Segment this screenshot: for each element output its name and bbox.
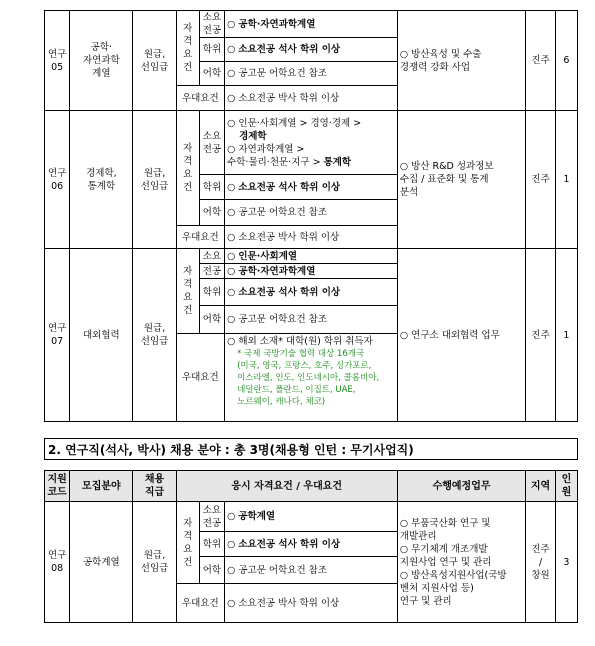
region-cell: 진주	[526, 11, 555, 111]
lang-label: 어학	[199, 200, 224, 226]
duty-item-1: ○ 부품국산화 연구 및 개발관리	[400, 517, 524, 543]
field-cell: 대외협력	[70, 249, 133, 422]
code-cell: 연구 07	[45, 249, 70, 422]
header-grade: 채용 직급	[133, 471, 176, 502]
recruit-table-lower	[44, 470, 578, 623]
major-path-b: ○ 자연과학계열 > 수학·물리·천문·지구 >	[227, 144, 320, 168]
count-cell: 1	[555, 111, 577, 249]
duty-cell: ○ 방산육성 및 수출 경쟁력 강화 사업	[397, 11, 526, 111]
lang-label: 어학	[199, 306, 224, 334]
major-label: 소요	[199, 249, 224, 264]
lang-value: ○ 공고문 어학요건 참조	[225, 62, 398, 86]
grade-cell: 원급, 선임급	[133, 249, 176, 422]
pref-note: * 국제 국방기술 협력 대상 16개국 (미국, 영국, 프랑스, 호주, 싱가포르, 이스라엘, 인도, 인도네시아, 콜롬비아, 네덜란드, 폴란드, 이집트, UAE, 노르웨이, 캐나다, 체코)	[237, 349, 380, 407]
degree-value: ○ 소요전공 석사 학위 이상	[225, 175, 398, 200]
region-cell: 진주 / 창원	[526, 502, 555, 623]
pref-value	[225, 334, 398, 422]
major-b-bold: 통계학	[323, 156, 352, 168]
pref-label: 우대요건	[176, 584, 224, 623]
degree-label: 학위	[199, 279, 224, 306]
major-value-1: ○ 인문·사회계열	[225, 249, 398, 264]
pref-label: 우대요건	[176, 334, 224, 422]
grade-cell: 원급, 선임급	[133, 111, 176, 249]
region-cell: 진주	[526, 111, 555, 249]
major-label: 소요 전공	[199, 502, 224, 532]
lang-value: ○ 공고문 어학요건 참조	[225, 557, 398, 584]
qual-label: 자격 요건	[176, 249, 199, 334]
pref-label: 우대요건	[176, 226, 224, 249]
degree-value: ○ 소요전공 석사 학위 이상	[225, 532, 398, 557]
degree-label: 학위	[199, 532, 224, 557]
qual-label: 자격 요건	[176, 111, 199, 226]
count-cell: 6	[555, 11, 577, 111]
region-cell: 진주	[526, 249, 555, 422]
major-value-2: ○ 공학·자연과학계열	[225, 264, 398, 279]
field-cell: 공학· 자연과학 계열	[70, 11, 133, 111]
field-cell: 공학계열	[70, 502, 133, 623]
pref-value: ○ 소요전공 박사 학위 이상	[225, 226, 398, 249]
degree-label: 학위	[199, 38, 224, 62]
qual-label: 자격 요건	[176, 502, 199, 584]
lang-value: ○ 공고문 어학요건 참조	[225, 306, 398, 334]
duty-item-2: ○ 무기체계 개조개발 지원사업 연구 및 관리	[400, 543, 524, 569]
header-region: 지역	[526, 471, 555, 502]
pref-value: ○ 소요전공 박사 학위 이상	[225, 86, 398, 111]
major-label: 소요 전공	[199, 11, 224, 38]
pref-value: ○ 소요전공 박사 학위 이상	[225, 584, 398, 623]
duty-cell: ○ 연구소 대외협력 업무	[397, 249, 526, 422]
major-value: ○ 공학·자연과학계열	[225, 11, 398, 38]
code-cell: 연구 08	[45, 502, 70, 623]
grade-cell: 원급, 선임급	[133, 11, 176, 111]
recruit-table-upper	[44, 10, 578, 422]
major-value	[225, 111, 398, 175]
header-duty: 수행예정업무	[397, 471, 526, 502]
qual-label: 자격 요건	[176, 11, 199, 86]
header-qual: 응시 자격요건 / 우대요건	[176, 471, 397, 502]
major-path-a: ○ 인문·사회계열 > 경영·경제 >	[227, 118, 361, 129]
duty-item-3: ○ 방산육성지원사업(국방 벤처 지원사업 등) 연구 및 관리	[400, 569, 524, 608]
code-cell: 연구 06	[45, 111, 70, 249]
major-a-bold: 경제학	[239, 130, 267, 142]
duty-cell: ○ 방산 R&D 성과정보 수집 / 표준화 및 통계 분석	[397, 111, 526, 249]
degree-value: ○ 소요전공 석사 학위 이상	[225, 279, 398, 306]
degree-label: 학위	[199, 175, 224, 200]
lang-label: 어학	[199, 557, 224, 584]
pref-text: ○ 해외 소재* 대학(원) 학위 취득자	[227, 335, 395, 348]
degree-value: ○ 소요전공 석사 학위 이상	[225, 38, 398, 62]
pref-label: 우대요건	[176, 86, 224, 111]
grade-cell: 원급, 선임급	[133, 502, 176, 623]
section-title: 2. 연구직(석사, 박사) 채용 분야 : 총 3명(채용형 인턴 : 무기사업직)	[44, 438, 578, 460]
count-cell: 1	[555, 249, 577, 422]
header-field: 모집분야	[70, 471, 133, 502]
major-label: 소요 전공	[199, 111, 224, 175]
duty-cell	[397, 502, 526, 623]
major-value: ○ 공학계열	[225, 502, 398, 532]
code-cell: 연구 05	[45, 11, 70, 111]
count-cell: 3	[555, 502, 577, 623]
lang-value: ○ 공고문 어학요건 참조	[225, 200, 398, 226]
major-label: 전공	[199, 264, 224, 279]
lang-label: 어학	[199, 62, 224, 86]
header-code: 지원 코드	[45, 471, 70, 502]
header-count: 인원	[555, 471, 577, 502]
field-cell: 경제학, 통계학	[70, 111, 133, 249]
